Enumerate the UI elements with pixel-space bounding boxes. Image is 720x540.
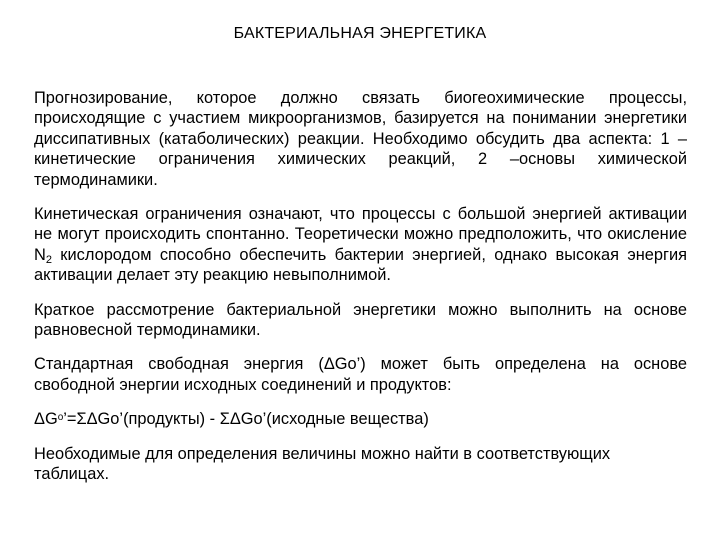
paragraph-equilibrium: Краткое рассмотрение бактериальной энергетики можно выполнить на основе равновесной термодинамики. xyxy=(34,300,687,340)
formula-delta-g: ΔG xyxy=(34,410,58,429)
formula-rest: ’=ΣΔGo’(продукты) - ΣΔGo’(исходные вещества) xyxy=(63,410,429,429)
nitrogen-subscript: 2 xyxy=(45,253,52,266)
formula-free-energy xyxy=(34,409,687,429)
paragraph-forecasting: Прогнозирование, которое должно связать биогеохимические процессы, происходящие с участием микроорганизмов, базируется на понимании энергетики диссипативных (катаболических) реакции. Необходимо обсудить два аспекта: 1 – кинетические ограничения химических реакций, 2 –основы химической термодинамики. xyxy=(34,89,687,189)
paragraph-kinetic-text-start: Кинетическая ограничения означают, что процессы с большой энергией активации не могут происходить спонтанно. Теоретически можно предположить, что окисление N xyxy=(34,205,687,264)
formula-superscript-o: o xyxy=(57,412,64,424)
paragraph-tables: Необходимые для определения величины можно найти в соответствующих таблицах. xyxy=(34,444,611,484)
paragraph-kinetic-limits xyxy=(34,204,687,286)
slide-body xyxy=(34,88,687,499)
paragraph-kinetic-text-end: кислородом способно обеспечить бактерии энергией, однако высокая энергия активации делает эту реакцию невыполнимой. xyxy=(34,245,687,285)
paragraph-free-energy: Стандартная свободная энергия (ΔGo’) может быть определена на основе свободной энергии исходных соединений и продуктов: xyxy=(34,355,687,394)
slide-title: БАКТЕРИАЛЬНАЯ ЭНЕРГЕТИКА xyxy=(233,25,487,42)
